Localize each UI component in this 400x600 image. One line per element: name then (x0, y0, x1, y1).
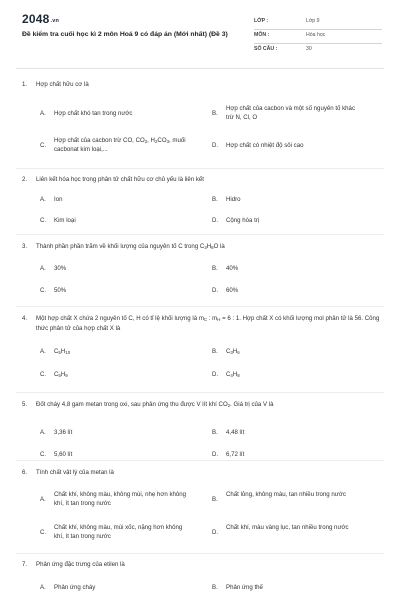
meta-label: SỐ CÂU : (254, 46, 278, 52)
option-d[interactable]: D. 60% (212, 286, 239, 294)
document-title: Đề kiểm tra cuối học kì 2 môn Hoá 9 có đáp án (Mới nhất) (Đề 3) (22, 31, 228, 38)
options (22, 260, 382, 300)
question-divider (16, 553, 384, 554)
option-b[interactable]: B. $C_3H_6$ (212, 348, 240, 355)
option-a[interactable]: A. 30% (40, 264, 67, 272)
option-c[interactable]: C. 5,60 lít (40, 450, 73, 458)
option-c[interactable]: C. Hợp chất của cacbon trừ CO, $CO_2$, $H_2CO_3$, muối cacbonat kim loại,... (40, 136, 186, 153)
option-b[interactable]: B. Chất lỏng, không màu, tan nhiều trong nước (212, 490, 346, 503)
meta-value: 30 (306, 46, 312, 52)
question-divider (16, 234, 384, 235)
option-a[interactable]: A. Phản ứng cháy (40, 583, 96, 591)
question-stem: 1. Hợp chất hữu cơ là (22, 81, 89, 88)
meta-value: Lớp 9 (306, 18, 320, 24)
question-1 (22, 80, 382, 156)
question-divider (16, 392, 384, 393)
option-a[interactable]: A. Ion (40, 195, 63, 203)
option-d[interactable]: D. Cộng hóa trị (212, 216, 260, 224)
option-a[interactable]: A. $C_5H_{10}$ (40, 348, 71, 355)
question-divider (16, 168, 384, 169)
option-d[interactable]: D. Hợp chất có nhiệt độ sôi cao (212, 141, 304, 149)
options (22, 418, 382, 458)
meta-label: MÔN : (254, 32, 270, 38)
option-b[interactable]: B. 4,48 lít (212, 428, 245, 436)
option-b[interactable]: B. 40% (212, 264, 239, 272)
question-stem: 5. Đốt cháy 4,8 gam metan trong oxi, sau phản ứng thu được V lít khí $CO_2$. Giá trị của V là (22, 401, 274, 408)
question-5 (22, 400, 382, 458)
question-6 (22, 468, 382, 546)
meta-row-subject (254, 30, 382, 44)
options (22, 98, 382, 156)
question-3 (22, 242, 382, 300)
question-stem: 4. Một hợp chất X chứa 2 nguyên tố C, H có tỉ lệ khối lượng là $m_C$ : $m_H = 6$ : 1. Hợp chất X có khối lượng mol phân tử là 56. Công thức phân tử của hợp chất X là (22, 315, 380, 332)
meta-label: LỚP : (254, 18, 269, 24)
question-divider (16, 460, 384, 461)
option-b[interactable]: B. Phản ứng thế (212, 583, 263, 591)
question-stem: 6. Tính chất vật lý của metan là (22, 469, 114, 476)
options (22, 578, 382, 598)
option-d[interactable]: D. $C_4H_8$ (212, 371, 240, 378)
option-c[interactable]: C. 50% (40, 286, 67, 294)
meta-row-question-count (254, 44, 382, 58)
meta-row-grade (254, 16, 382, 30)
option-a[interactable]: A. 3,36 lít (40, 428, 73, 436)
page-header (22, 12, 382, 62)
meta-info-box (254, 16, 382, 58)
question-stem: 2. Liên kết hóa học trong phân tử chất hữu cơ chủ yếu là liên kết (22, 176, 204, 183)
options (22, 341, 382, 381)
question-stem: 7. Phản ứng đặc trưng của etilen là (22, 561, 125, 568)
question-4 (22, 314, 382, 381)
options (22, 486, 382, 546)
option-d[interactable]: D. Chất khí, màu vàng lục, tan nhiều trong nước (212, 523, 349, 536)
option-b[interactable]: B. Hợp chất của cacbon và một số nguyên tố khác trừ N, Cl, O (212, 104, 355, 121)
question-stem: 3. Thành phần phần trăm về khối lượng của nguyên tố C trong $C_3H_8O$ là (22, 243, 225, 250)
meta-value: Hóa học (306, 32, 326, 38)
option-a[interactable]: A. Chất khí, không màu, không mùi, nhẹ hơn không khí, ít tan trong nước (40, 490, 187, 507)
option-c[interactable]: C. Kim loại (40, 216, 76, 224)
options (22, 193, 382, 233)
question-divider (16, 306, 384, 307)
option-a[interactable]: A. Hợp chất khó tan trong nước (40, 109, 133, 117)
option-c[interactable]: C. Chất khí, không màu, mùi xốc, nặng hơn không khí, ít tan trong nước (40, 523, 183, 540)
option-d[interactable]: D. 6,72 lít (212, 450, 245, 458)
option-c[interactable]: C. $C_5H_9$ (40, 371, 68, 378)
option-b[interactable]: B. Hidro (212, 195, 241, 203)
question-2 (22, 175, 382, 233)
header-divider (16, 68, 384, 69)
question-7 (22, 560, 382, 598)
site-logo[interactable]: 2048.vn (22, 12, 60, 26)
